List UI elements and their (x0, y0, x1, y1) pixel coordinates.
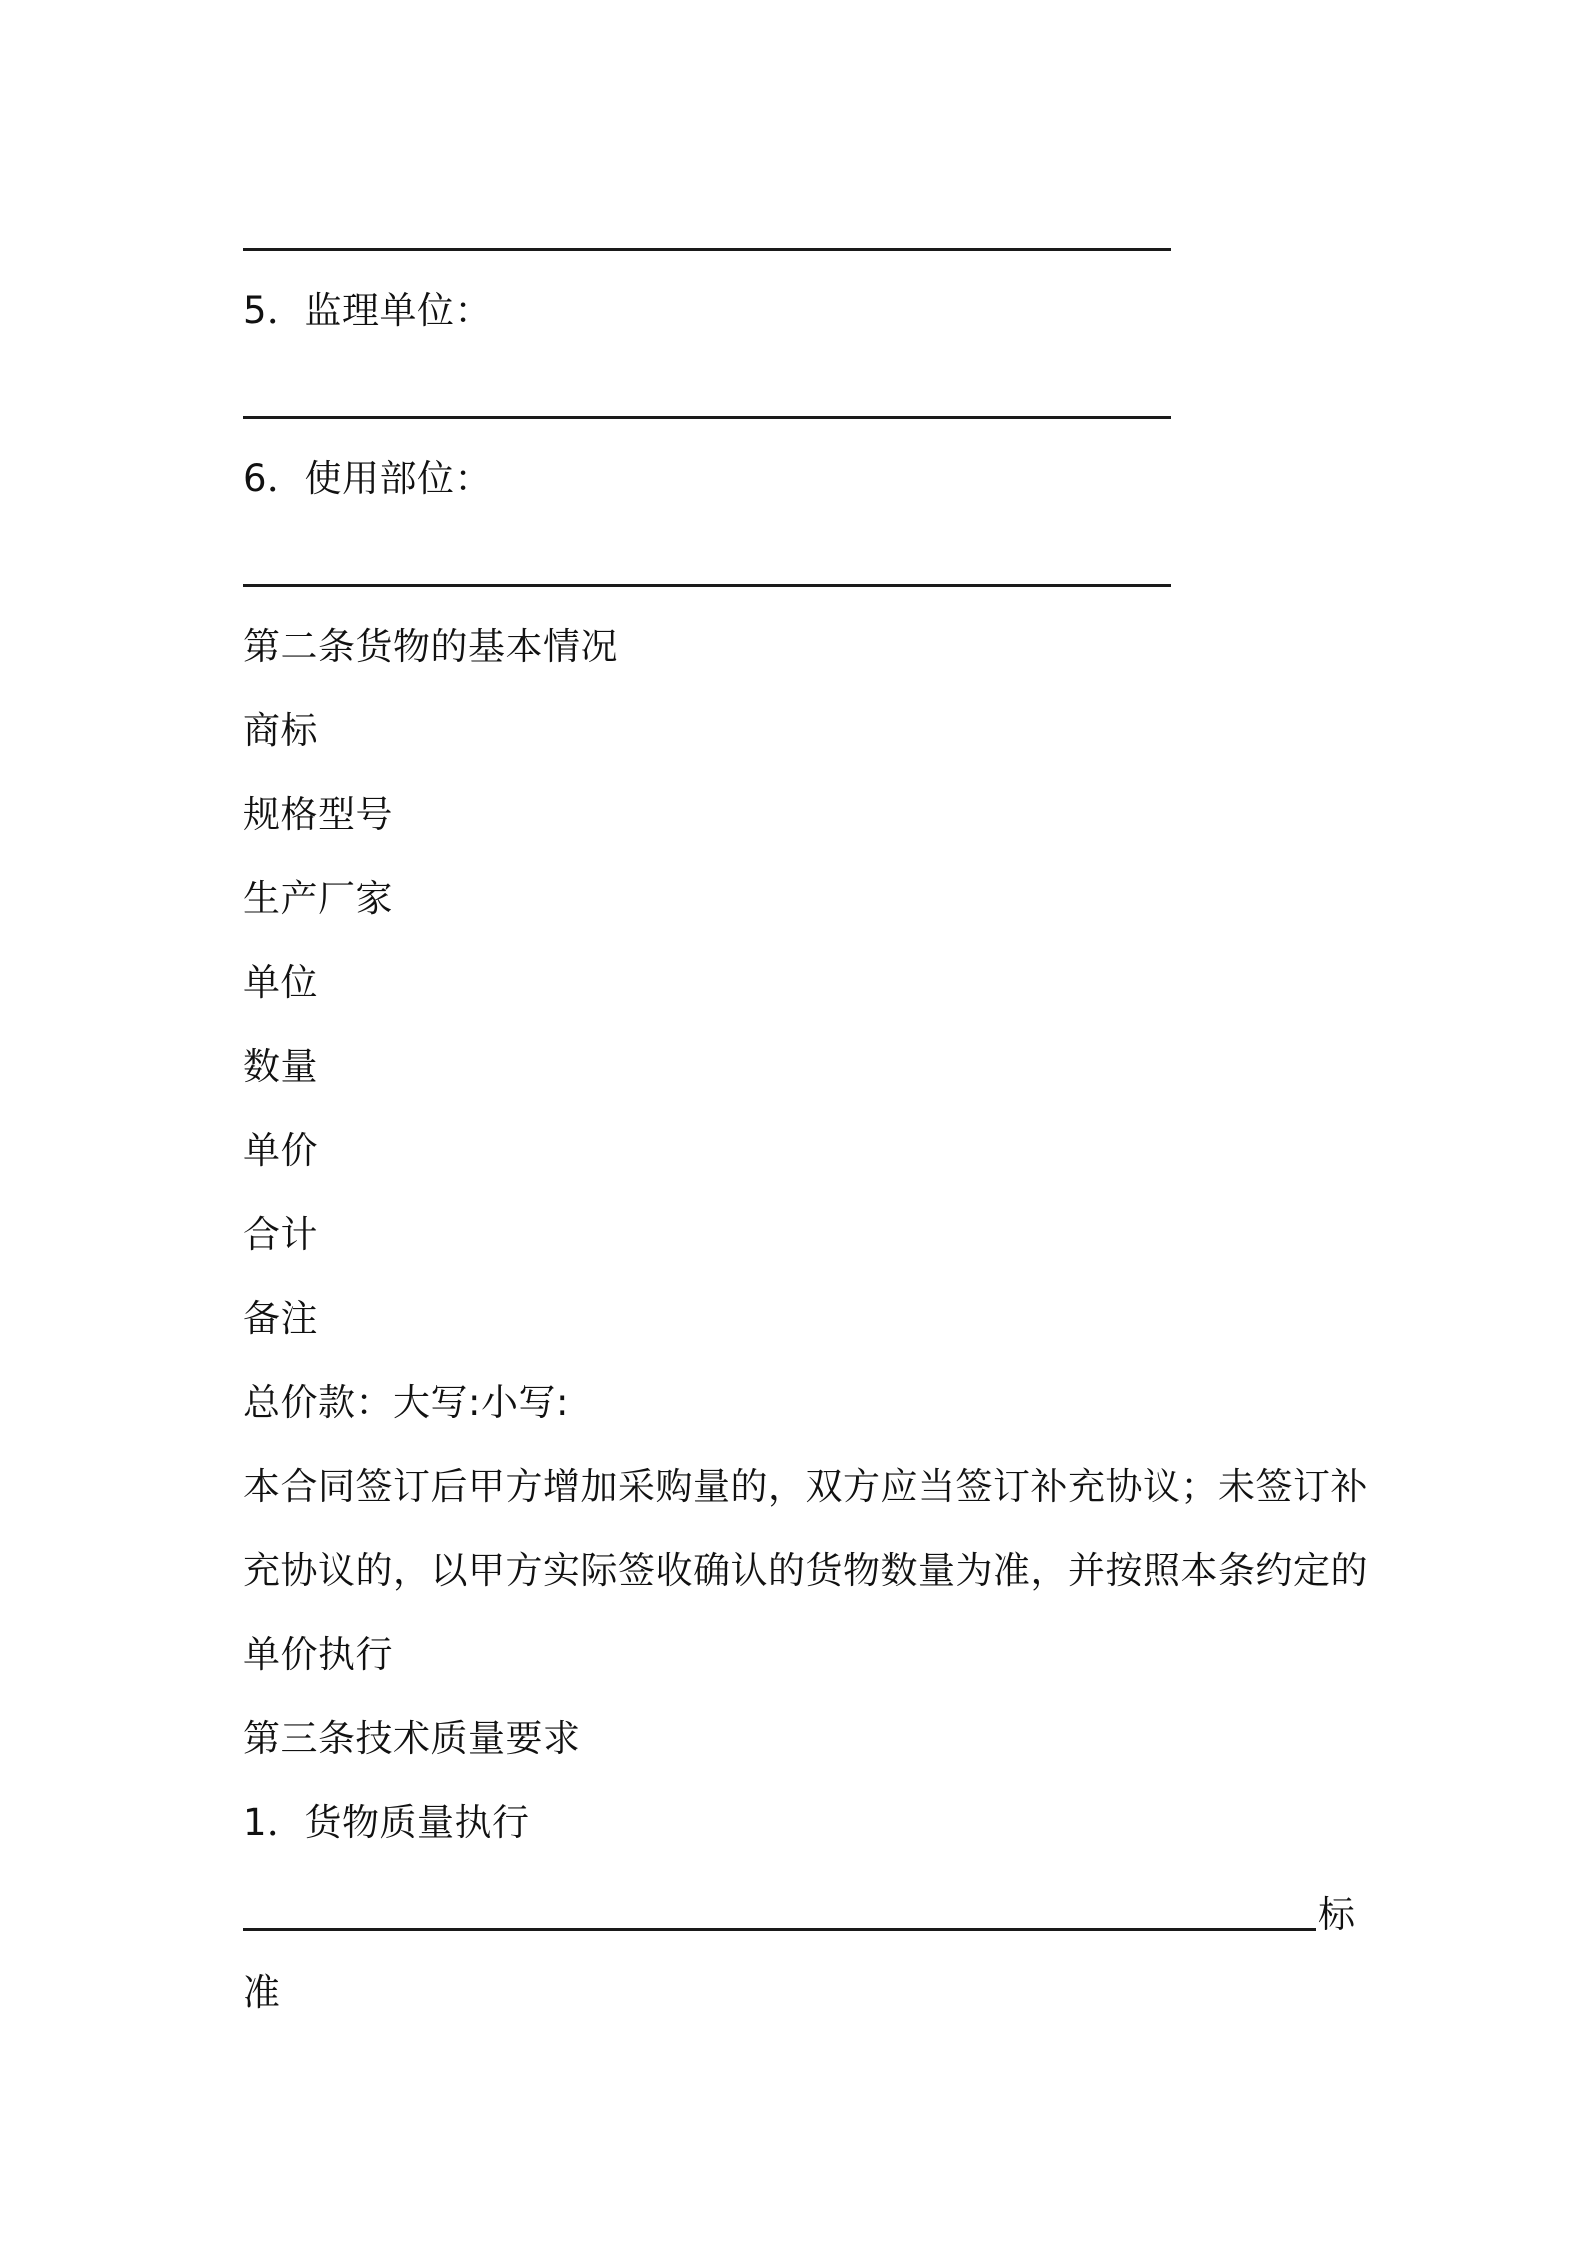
total-price-line: 总价款：大写:小写: (243, 1381, 569, 1424)
quality-standard-tail: 标 (1318, 1893, 1355, 1936)
goods-field-unit-price: 单价 (243, 1129, 318, 1172)
goods-field-total: 合计 (243, 1213, 318, 1256)
goods-field-quantity: 数量 (243, 1045, 318, 1088)
article-2-heading: 第二条货物的基本情况 (243, 625, 618, 668)
goods-field-unit: 单位 (243, 961, 318, 1004)
quality-item-1-label: 1．货物质量执行 (243, 1801, 530, 1844)
goods-field-remarks: 备注 (243, 1297, 318, 1340)
goods-field-manufacturer: 生产厂家 (243, 877, 393, 920)
item-5-label: 5．监理单位： (243, 289, 493, 332)
supplement-paragraph-line-3: 单价执行 (243, 1633, 393, 1676)
supplement-paragraph-line-2: 充协议的，以甲方实际签收确认的货物数量为准，并按照本条约定的 (243, 1549, 1368, 1592)
item-6-label: 6．使用部位： (243, 457, 493, 500)
goods-field-spec-model: 规格型号 (243, 793, 393, 836)
blank-fill-line (243, 584, 1171, 587)
article-3-heading: 第三条技术质量要求 (243, 1717, 581, 1760)
quality-standard-wrap: 准 (243, 1971, 281, 2014)
supplement-paragraph-line-1: 本合同签订后甲方增加采购量的，双方应当签订补充协议；未签订补 (243, 1465, 1368, 1508)
blank-fill-line (243, 248, 1171, 251)
blank-fill-line (243, 416, 1171, 419)
blank-fill-line (243, 1928, 1316, 1931)
goods-field-trademark: 商标 (243, 709, 318, 752)
